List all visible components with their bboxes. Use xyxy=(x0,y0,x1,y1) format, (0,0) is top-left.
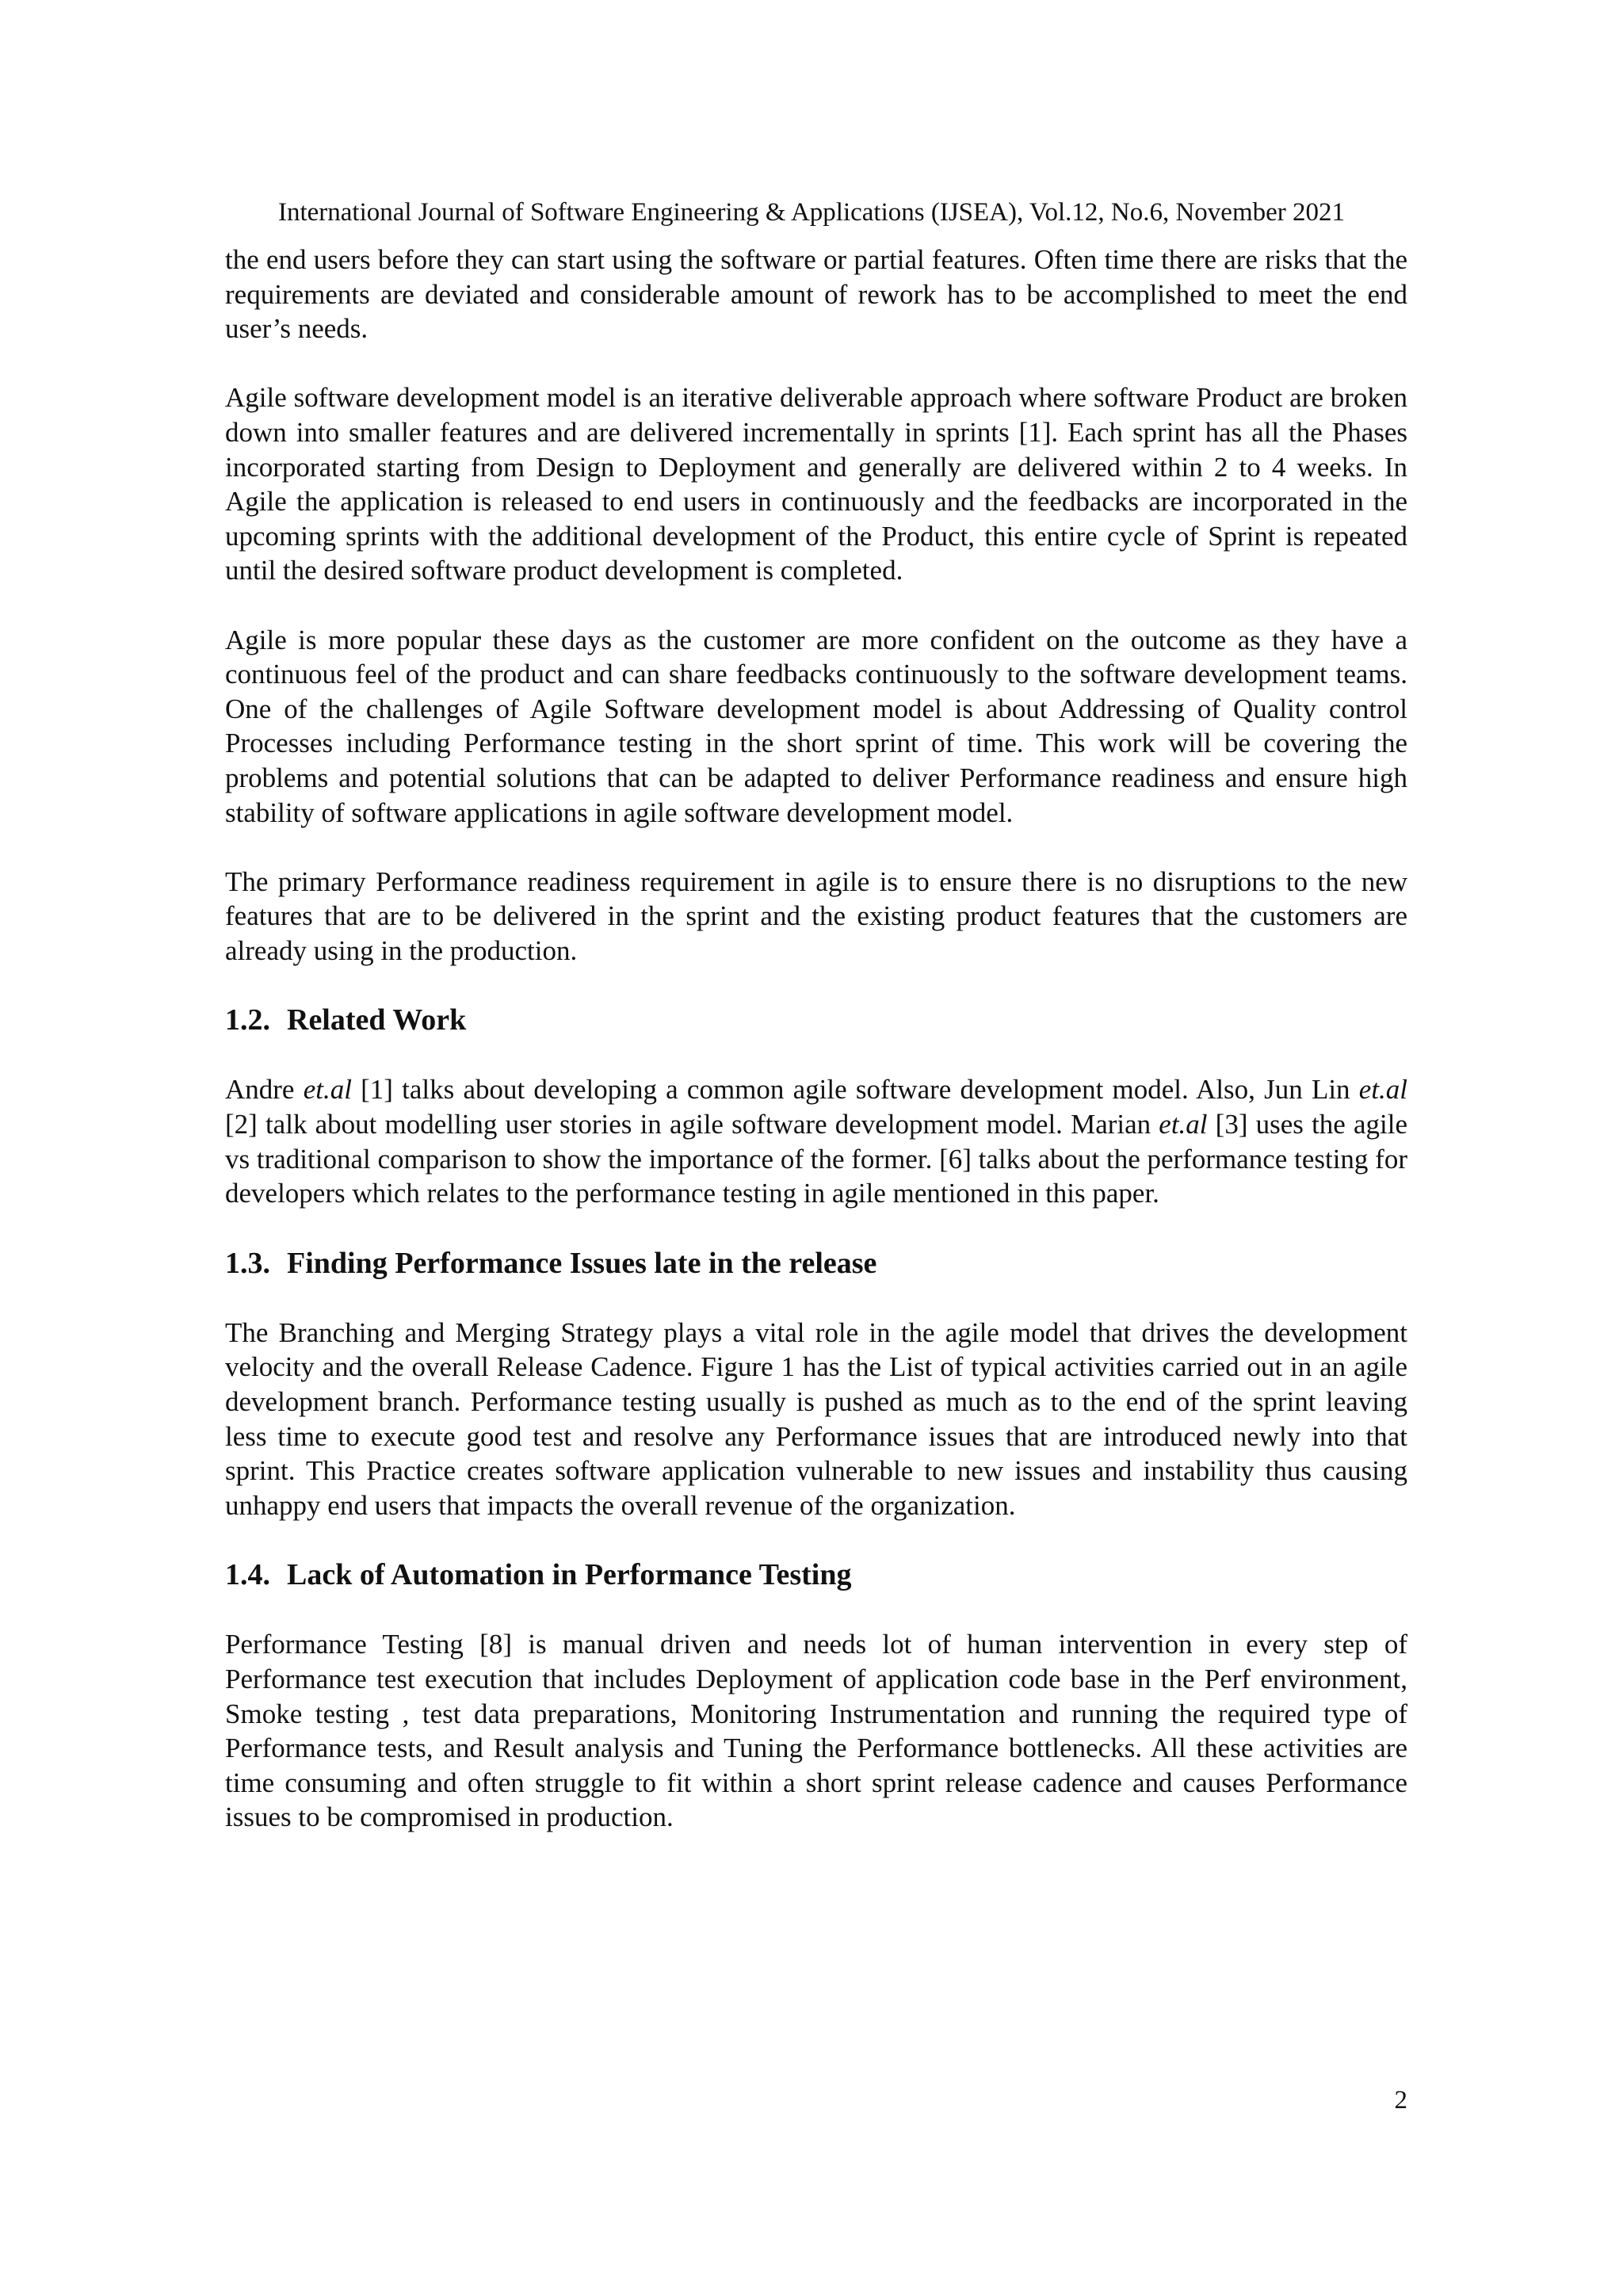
section-gap xyxy=(225,968,1407,1003)
intro-paragraph-4: The primary Performance readiness requirement in agile is to ensure there is no disruptions to the new features that are to be delivered in the sprint and the existing product features that the customers are already using in the production. xyxy=(225,865,1407,966)
related-work-paragraph xyxy=(225,1072,1407,1210)
paragraph-gap xyxy=(225,830,1407,865)
text-run: [2] talk about modelling user stories in agile software development model. Marian xyxy=(225,1109,1159,1140)
text-run: Andre xyxy=(225,1074,304,1106)
section-heading-lack-of-automation xyxy=(225,1557,1407,1592)
section-number: 1.2. xyxy=(225,1003,270,1037)
section-heading-finding-performance-issues xyxy=(225,1246,1407,1281)
lack-of-automation-paragraph: Performance Testing [8] is manual driven and needs lot of human intervention in every step of Performance test execution that includes Deployment of application code base in the Perf environment, Smoke testing , test data preparations, Monitoring Instrumentation and running the required type of Performance tests, and Result analysis and Tuning the Performance bottlenecks. All these activities are time consuming and often struggle to fit within a short sprint release cadence and causes Performance issues to be compromised in production. xyxy=(225,1629,1407,1833)
section-gap xyxy=(225,1037,1407,1072)
page-number: 2 xyxy=(1394,2086,1407,2115)
section-gap xyxy=(225,1211,1407,1246)
journal-header: International Journal of Software Engineering & Applications (IJSEA), Vol.12, No.6, November 2021 xyxy=(277,198,1346,227)
citation-etal: et.al xyxy=(1358,1074,1408,1106)
text-run: [3] uses the agile vs traditional comparison to show the importance of the former. [6] talks about the performance testing for developers which relates to the performance testing in agile mentioned in this paper. xyxy=(225,1109,1407,1209)
section-gap xyxy=(225,1592,1407,1627)
section-number: 1.3. xyxy=(225,1246,270,1280)
section-title: Finding Performance Issues late in the release xyxy=(287,1246,877,1280)
citation-etal: et.al xyxy=(303,1074,352,1106)
section-number: 1.4. xyxy=(225,1558,270,1592)
intro-paragraph-1: the end users before they can start using the software or partial features. Often time there are risks that the requirements are deviated and considerable amount of rework has to be accomplished to meet the end user’s needs. xyxy=(225,244,1407,345)
citation-etal: et.al xyxy=(1159,1109,1208,1140)
page-body xyxy=(225,243,1407,1835)
section-title: Related Work xyxy=(287,1003,467,1037)
intro-paragraph-2: Agile software development model is an iterative deliverable approach where software Product are broken down into smaller features and are delivered incrementally in sprints [1]. Each sprint has all the Phases incorporated starting from Design to Deployment and generally are delivered within 2 to 4 weeks. In Agile the application is released to end users in continuously and the feedbacks are incorporated in the upcoming sprints with the additional development of the Product, this entire cycle of Sprint is repeated until the desired software product development is completed. xyxy=(225,382,1407,586)
paragraph-gap xyxy=(225,588,1407,623)
section-heading-related-work xyxy=(225,1003,1407,1037)
section-gap xyxy=(225,1281,1407,1316)
section-title: Lack of Automation in Performance Testing xyxy=(287,1558,852,1592)
text-run: [1] talks about developing a common agile software development model. Also, Jun Lin xyxy=(351,1074,1359,1106)
section-gap xyxy=(225,1522,1407,1557)
intro-paragraph-3: Agile is more popular these days as the customer are more confident on the outcome as they have a continuous feel of the product and can share feedbacks continuously to the software development teams. One of the challenges of Agile Software development model is about Addressing of Quality control Processes including Performance testing in the short sprint of time. This work will be covering the problems and potential solutions that can be adapted to deliver Performance readiness and ensure high stability of software applications in agile software development model. xyxy=(225,624,1407,828)
paragraph-gap xyxy=(225,346,1407,381)
finding-issues-paragraph: The Branching and Merging Strategy plays a vital role in the agile model that drives the development velocity and the overall Release Cadence. Figure 1 has the List of typical activities carried out in an agile development branch. Performance testing usually is pushed as much as to the end of the sprint leaving less time to execute good test and resolve any Performance issues that are introduced newly into that sprint. This Practice creates software application vulnerable to new issues and instability thus causing unhappy end users that impacts the overall revenue of the organization. xyxy=(225,1316,1407,1521)
